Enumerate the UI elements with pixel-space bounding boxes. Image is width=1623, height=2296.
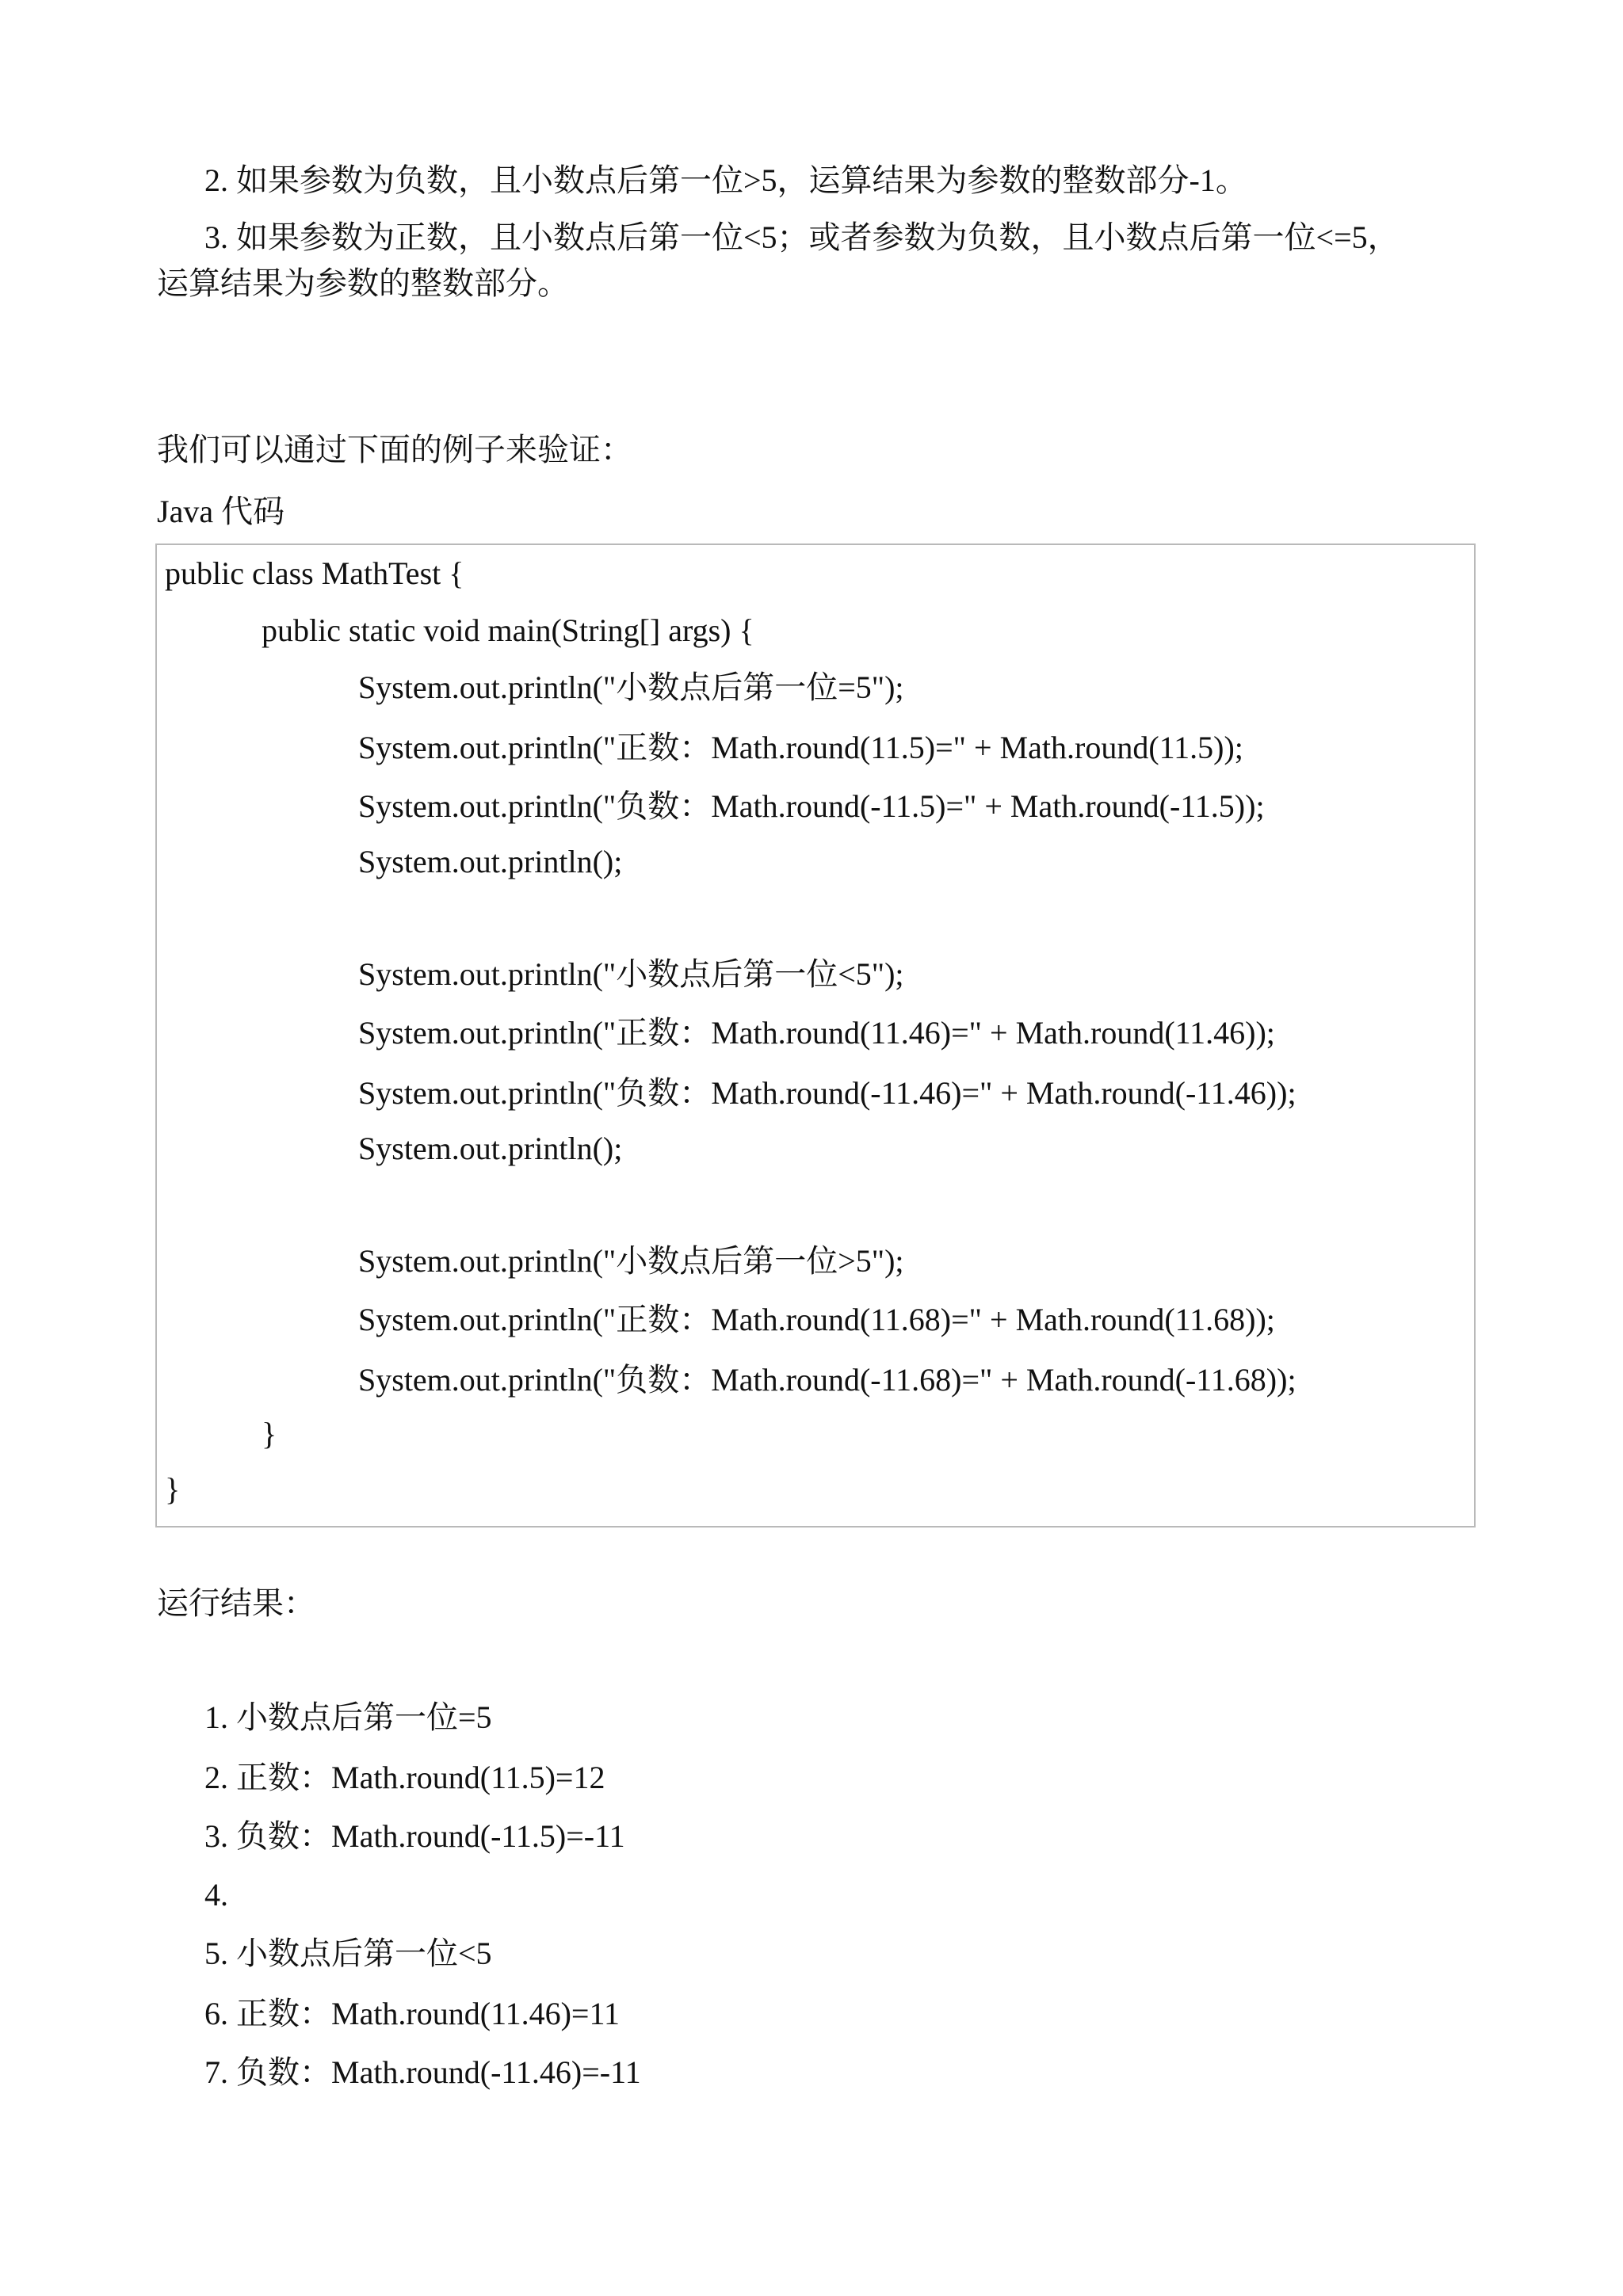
code-label: Java 代码	[157, 494, 285, 529]
code-line: System.out.println("负数：Math.round(-11.46)=" + Math.round(-11.46));	[358, 1075, 1296, 1111]
rule-3-text-line2: 运算结果为参数的整数部分。	[157, 265, 569, 301]
code-line: System.out.println("正数：Math.round(11.5)=" + Math.round(11.5));	[358, 730, 1243, 765]
rule-2-text: 2. 如果参数为负数，且小数点后第一位>5，运算结果为参数的整数部分-1。	[204, 162, 1247, 198]
code-line: }	[165, 1471, 181, 1507]
code-line: System.out.println();	[358, 1131, 623, 1166]
code-line: System.out.println("小数点后第一位>5");	[358, 1243, 904, 1279]
code-line: System.out.println("正数：Math.round(11.68)=" + Math.round(11.68));	[358, 1302, 1275, 1337]
verify-text: 我们可以通过下面的例子来验证：	[157, 432, 632, 467]
list-item: 7. 负数：Math.round(-11.46)=-11	[204, 2054, 641, 2090]
list-item: 4.	[204, 1877, 228, 1913]
code-line: }	[262, 1416, 277, 1451]
result-heading: 运行结果：	[157, 1585, 315, 1621]
list-item: 3. 负数：Math.round(-11.5)=-11	[204, 1818, 625, 1854]
code-line: System.out.println("正数：Math.round(11.46)=" + Math.round(11.46));	[358, 1015, 1275, 1051]
code-block	[155, 543, 1476, 1527]
code-line: System.out.println("小数点后第一位=5");	[358, 669, 904, 705]
code-line: System.out.println("小数点后第一位<5");	[358, 956, 904, 992]
rule-3-text-line1: 3. 如果参数为正数，且小数点后第一位<5；或者参数为负数，且小数点后第一位<=5，	[204, 219, 1400, 255]
list-item: 1. 小数点后第一位=5	[204, 1699, 492, 1735]
code-line: public static void main(String[] args) {	[262, 612, 754, 648]
code-line: public class MathTest {	[165, 555, 464, 591]
list-item: 2. 正数：Math.round(11.5)=12	[204, 1760, 605, 1795]
code-line: System.out.println();	[358, 844, 623, 879]
list-item: 6. 正数：Math.round(11.46)=11	[204, 1996, 620, 2031]
code-line: System.out.println("负数：Math.round(-11.5)=" + Math.round(-11.5));	[358, 788, 1265, 824]
code-line: System.out.println("负数：Math.round(-11.68)=" + Math.round(-11.68));	[358, 1362, 1296, 1398]
list-item: 5. 小数点后第一位<5	[204, 1936, 492, 1971]
